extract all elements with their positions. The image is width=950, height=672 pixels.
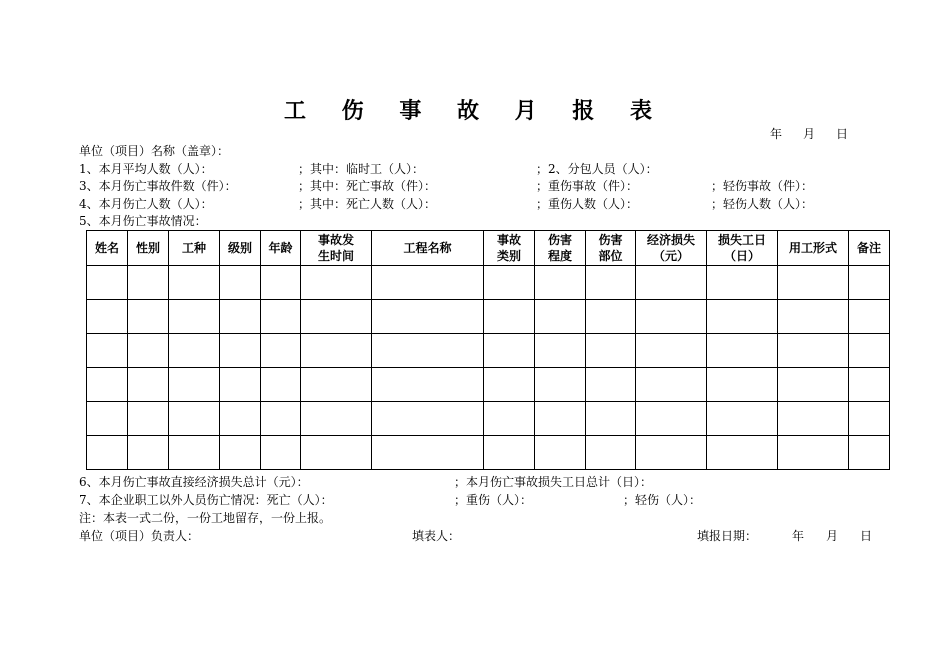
- table-row: [87, 368, 890, 402]
- table-cell[interactable]: [301, 266, 372, 300]
- table-cell[interactable]: [707, 300, 778, 334]
- col-header-injury-degree: 伤害 程度: [535, 231, 586, 266]
- table-cell[interactable]: [372, 266, 484, 300]
- table-cell[interactable]: [636, 334, 707, 368]
- table-cell[interactable]: [535, 368, 586, 402]
- fill-date-month: 月: [826, 529, 839, 543]
- filler-label: 填表人：: [412, 529, 461, 543]
- table-cell[interactable]: [849, 436, 890, 470]
- table-cell[interactable]: [778, 402, 849, 436]
- table-cell[interactable]: [586, 266, 636, 300]
- table-cell[interactable]: [169, 300, 220, 334]
- table-cell[interactable]: [778, 334, 849, 368]
- unit-head-label: 单位（项目）负责人：: [79, 529, 200, 543]
- col-header-employment-type: 用工形式: [778, 231, 849, 266]
- col-header-lost-days: 损失工日 （日）: [707, 231, 778, 266]
- table-cell[interactable]: [707, 368, 778, 402]
- table-cell[interactable]: [586, 300, 636, 334]
- table-cell[interactable]: [128, 334, 169, 368]
- table-cell[interactable]: [636, 436, 707, 470]
- date-top-year: 年: [770, 127, 783, 141]
- table-cell[interactable]: [535, 402, 586, 436]
- table-row: [87, 402, 890, 436]
- table-cell[interactable]: [778, 436, 849, 470]
- table-cell[interactable]: [586, 402, 636, 436]
- table-cell[interactable]: [535, 300, 586, 334]
- table-cell[interactable]: [87, 402, 128, 436]
- col-header-economic-loss: 经济损失 （元）: [636, 231, 707, 266]
- table-cell[interactable]: [636, 300, 707, 334]
- col-header-injury-part: 伤害 部位: [586, 231, 636, 266]
- date-top-day: 日: [836, 127, 849, 141]
- table-cell[interactable]: [220, 334, 261, 368]
- table-cell[interactable]: [372, 436, 484, 470]
- death-count-label: ；其中：死亡人数（人）：: [298, 197, 437, 211]
- table-cell[interactable]: [535, 266, 586, 300]
- table-cell[interactable]: [372, 402, 484, 436]
- table-cell[interactable]: [707, 402, 778, 436]
- table-row: [87, 300, 890, 334]
- table-cell[interactable]: [87, 436, 128, 470]
- temp-worker-label: ；其中：临时工（人）：: [298, 162, 425, 176]
- minor-accident-label: ；轻伤事故（件）：: [711, 179, 814, 193]
- unit-name-label: 单位（项目）名称（盖章）：: [79, 144, 230, 158]
- table-cell[interactable]: [301, 402, 372, 436]
- table-cell[interactable]: [849, 368, 890, 402]
- col-header-trade: 工种: [169, 231, 220, 266]
- table-cell[interactable]: [220, 402, 261, 436]
- table-cell[interactable]: [128, 266, 169, 300]
- table-cell[interactable]: [707, 266, 778, 300]
- table-cell[interactable]: [586, 368, 636, 402]
- accident-count-label: 3、本月伤亡事故件数（件）：: [79, 179, 237, 193]
- table-cell[interactable]: [169, 436, 220, 470]
- table-cell[interactable]: [535, 334, 586, 368]
- table-cell[interactable]: [220, 368, 261, 402]
- table-cell[interactable]: [484, 402, 535, 436]
- table-cell[interactable]: [301, 436, 372, 470]
- table-cell[interactable]: [128, 402, 169, 436]
- table-cell[interactable]: [707, 334, 778, 368]
- col-header-accident-type: 事故 类别: [484, 231, 535, 266]
- table-cell[interactable]: [261, 368, 301, 402]
- table-cell[interactable]: [778, 300, 849, 334]
- table-cell[interactable]: [849, 300, 890, 334]
- casualty-count-label: 4、本月伤亡人数（人）：: [79, 197, 213, 211]
- table-row: [87, 436, 890, 470]
- fatal-accident-label: ；其中：死亡事故（件）：: [298, 179, 437, 193]
- table-cell[interactable]: [849, 402, 890, 436]
- table-cell[interactable]: [636, 368, 707, 402]
- subcontract-label: ；2、分包人员（人）：: [536, 162, 658, 176]
- table-cell[interactable]: [484, 368, 535, 402]
- form-title: 工 伤 事 故 月 报 表: [284, 99, 666, 124]
- table-cell[interactable]: [778, 266, 849, 300]
- outsider-minor-label: ；轻伤（人）：: [623, 493, 702, 507]
- col-header-age: 年龄: [261, 231, 301, 266]
- table-cell[interactable]: [586, 334, 636, 368]
- table-cell[interactable]: [87, 266, 128, 300]
- total-economic-loss-label: 6、本月伤亡事故直接经济损失总计（元）：: [79, 475, 309, 489]
- table-cell[interactable]: [220, 266, 261, 300]
- table-cell[interactable]: [169, 334, 220, 368]
- fill-date-day: 日: [860, 529, 873, 543]
- table-cell[interactable]: [372, 368, 484, 402]
- table-body: [87, 266, 890, 470]
- form-note: 注：本表一式二份，一份工地留存，一份上报。: [79, 511, 332, 525]
- table-cell[interactable]: [220, 436, 261, 470]
- table-cell[interactable]: [372, 300, 484, 334]
- table-cell[interactable]: [169, 266, 220, 300]
- table-cell[interactable]: [484, 334, 535, 368]
- table-cell[interactable]: [128, 436, 169, 470]
- table-cell[interactable]: [87, 300, 128, 334]
- table-cell[interactable]: [169, 402, 220, 436]
- table-cell[interactable]: [261, 266, 301, 300]
- fill-date-year: 年: [792, 529, 805, 543]
- col-header-gender: 性别: [128, 231, 169, 266]
- table-cell[interactable]: [301, 368, 372, 402]
- table-cell[interactable]: [261, 300, 301, 334]
- table-cell[interactable]: [849, 334, 890, 368]
- table-header-row: [87, 231, 890, 266]
- table-cell[interactable]: [778, 368, 849, 402]
- table-cell[interactable]: [535, 436, 586, 470]
- col-header-project-name: 工程名称: [372, 231, 484, 266]
- minor-injury-count-label: ；轻伤人数（人）：: [711, 197, 814, 211]
- table-cell[interactable]: [484, 300, 535, 334]
- serious-injury-count-label: ；重伤人数（人）：: [536, 197, 639, 211]
- table-row: [87, 334, 890, 368]
- table-row: [87, 266, 890, 300]
- table-cell[interactable]: [484, 266, 535, 300]
- table-cell[interactable]: [87, 334, 128, 368]
- table-cell[interactable]: [128, 368, 169, 402]
- col-header-grade: 级别: [220, 231, 261, 266]
- table-cell[interactable]: [301, 334, 372, 368]
- table-cell[interactable]: [484, 436, 535, 470]
- col-header-accident-time: 事故发 生时间: [301, 231, 372, 266]
- outsider-death-label: 7、本企业职工以外人员伤亡情况：死亡（人）：: [79, 493, 333, 507]
- accident-situation-label: 5、本月伤亡事故情况：: [79, 214, 207, 228]
- table-cell[interactable]: [169, 368, 220, 402]
- table-cell[interactable]: [372, 334, 484, 368]
- table-cell[interactable]: [261, 402, 301, 436]
- table-cell[interactable]: [636, 402, 707, 436]
- date-top-month: 月: [803, 127, 816, 141]
- outsider-serious-label: ；重伤（人）：: [454, 493, 533, 507]
- col-header-remarks: 备注: [849, 231, 890, 266]
- table-cell[interactable]: [849, 266, 890, 300]
- table-cell[interactable]: [301, 300, 372, 334]
- col-header-name: 姓名: [87, 231, 128, 266]
- table-cell[interactable]: [128, 300, 169, 334]
- table-cell[interactable]: [261, 436, 301, 470]
- table-cell[interactable]: [220, 300, 261, 334]
- table-cell[interactable]: [707, 436, 778, 470]
- table-cell[interactable]: [87, 368, 128, 402]
- serious-accident-label: ；重伤事故（件）：: [536, 179, 639, 193]
- total-lost-days-label: ；本月伤亡事故损失工日总计（日）：: [454, 475, 653, 489]
- table-cell[interactable]: [261, 334, 301, 368]
- table-cell[interactable]: [586, 436, 636, 470]
- fill-date-label: 填报日期：: [697, 529, 758, 543]
- avg-headcount-label: 1、本月平均人数（人）：: [79, 162, 213, 176]
- accident-table: [86, 230, 890, 470]
- table-cell[interactable]: [636, 266, 707, 300]
